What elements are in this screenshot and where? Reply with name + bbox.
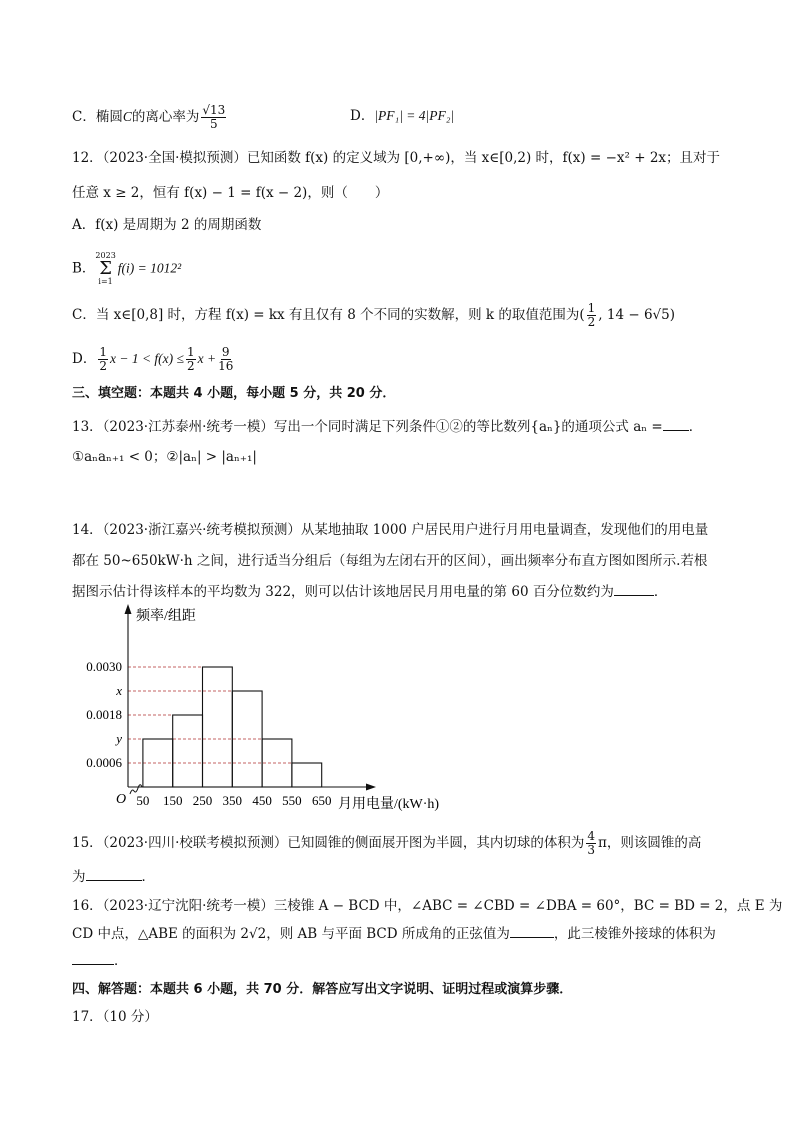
q11-option-c: C．椭圆C的离心率为 $\frac{√13}{5}$	[72, 103, 226, 131]
q14-stem-line1: 14．（2023·浙江嘉兴·统考模拟预测）从某地抽取 1000 户居民用户进行月用电量调查，发现他们的用电量	[72, 522, 709, 538]
q17-heading: 17．（10 分）	[72, 1009, 158, 1025]
bar-[550,650)	[292, 763, 322, 787]
q16-stem-line2: CD 中点，△ABE 的面积为 2√2，则 AB 与平面 BCD 所成角的正弦值为 ，此三棱锥外接球的体积为	[72, 923, 716, 944]
summation: 2023 Σ i=1	[95, 251, 116, 286]
q16-stem-line3: ．	[72, 950, 128, 971]
q12-stem-line1: 12．（2023·全国·模拟预测）已知函数 f(x) 的定义域为 [0,+∞)，当 x∈[0,2) 时，f(x) = −x² + 2x；且对于	[72, 150, 721, 166]
section-3-heading: 三、填空题：本题共 4 小题，每小题 5 分，共 20 分．	[72, 386, 396, 401]
origin-label: O	[116, 792, 127, 807]
x-tick-label-6: 650	[311, 793, 332, 808]
frequency-histogram	[60, 600, 480, 815]
q16-stem-line1: 16．（2023·辽宁沈阳·统考一模）三棱锥 A − BCD 中，∠ABC = ∠CBD = ∠DBA = 60°，BC = BD = 2，点 E 为	[72, 898, 783, 914]
q13-conditions: ①aₙaₙ₊₁ < 0；②|aₙ| > |aₙ₊₁|	[72, 449, 257, 465]
x-axis-arrow	[366, 784, 376, 791]
section-4-heading: 四、解答题：本题共 6 小题，共 70 分．解答应写出文字说明、证明过程或演算步骤．	[72, 982, 573, 997]
answer-blank	[86, 866, 142, 881]
q12-option-a: A．f(x) 是周期为 2 的周期函数	[72, 217, 262, 233]
fraction: $\frac{√13}{5}$	[202, 103, 226, 131]
x-tick-label-3: 350	[222, 793, 243, 808]
x-tick-label-2: 250	[192, 793, 213, 808]
answer-blank	[614, 581, 654, 596]
answer-blank	[663, 416, 689, 431]
y-tick-label-4: 0.0006	[86, 755, 122, 770]
y-tick-label-0: 0.0030	[86, 659, 122, 674]
q11-option-d: D．|PF₁| = 4|PF₂|	[350, 108, 455, 124]
x-tick-label-0: 50	[136, 793, 150, 808]
q15-stem-line2: 为 ．	[72, 866, 155, 887]
x-axis-label: 月用电量/(kW·h)	[338, 797, 440, 812]
q15-stem-line1: 15．（2023·四川·校联考模拟预测）已知圆锥的侧面展开图为半圆，其内切球的体积为 $\frac{4}{3}$ π，则该圆锥的高	[72, 829, 702, 857]
y-axis-label: 频率/组距	[136, 609, 196, 624]
q13-stem: 13．（2023·江苏泰州·统考一模）写出一个同时满足下列条件①②的等比数列{aₙ}的通项公式 aₙ = ．	[72, 416, 702, 437]
q12-option-d: D． $\frac{1}{2}$ x − 1 < f(x) ≤ $\frac{1}{2}$ x + $\frac{9}{16}$	[72, 345, 234, 373]
q14-stem-line3: 据图示估计得该样本的平均数为 322，则可以估计该地居民月用电量的第 60 百分位数约为 ．	[72, 581, 667, 602]
x-tick-label-1: 150	[162, 793, 183, 808]
answer-blank	[510, 923, 554, 938]
y-tick-label-1: x	[116, 683, 122, 698]
bar-[150,250)	[173, 715, 203, 787]
q12-option-b: B． 2023 Σ i=1 f(i) = 1012²	[72, 251, 182, 286]
bar-[350,450)	[232, 691, 262, 787]
x-tick-label-5: 550	[282, 793, 302, 808]
y-tick-label-3: y	[116, 731, 122, 746]
answer-blank	[72, 950, 114, 965]
bar-[450,550)	[262, 739, 292, 787]
x-tick-label-4: 450	[252, 793, 272, 808]
q12-stem-line2: 任意 x ≥ 2，恒有 f(x) − 1 = f(x − 2)，则（ ）	[72, 185, 389, 201]
bar-[250,350)	[203, 667, 233, 787]
y-axis-arrow	[125, 604, 132, 614]
y-tick-label-2: 0.0018	[86, 707, 122, 722]
q14-stem-line2: 都在 50~650kW·h 之间，进行适当分组后（每组为左闭右开的区间），画出频率分布直方图如图所示.若根	[72, 553, 708, 569]
q12-option-c: C．当 x∈[0,8] 时，方程 f(x) = kx 有且仅有 8 个不同的实数解，则 k 的取值范围为( $\frac{1}{2}$ , 14 − 6√5)	[72, 301, 675, 329]
